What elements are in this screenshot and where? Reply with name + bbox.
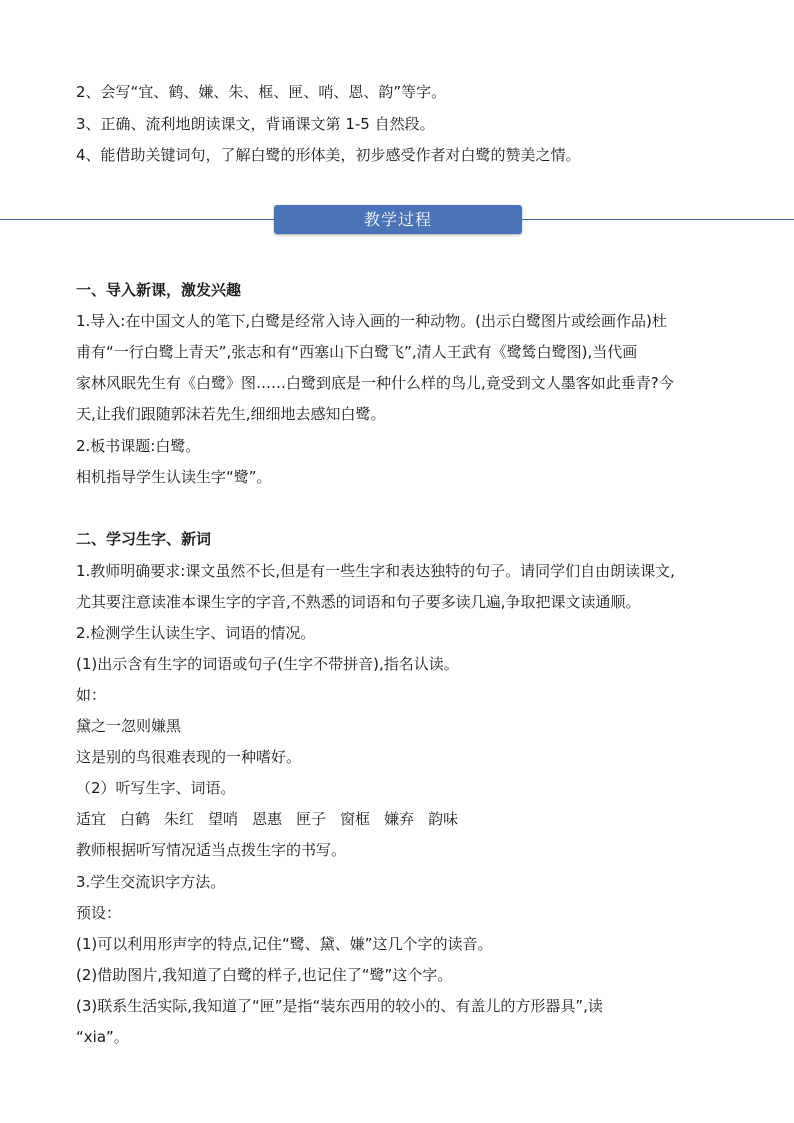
objective-line: 4、能借助关键词句，了解白鹭的形体美，初步感受作者对白鹭的赞美之情。 bbox=[76, 146, 581, 164]
paragraph-line: (1)出示含有生字的词语或句子(生字不带拼音),指名认读。 bbox=[76, 655, 459, 673]
divider-right bbox=[522, 219, 794, 220]
divider-left bbox=[0, 219, 274, 220]
section-heading: 二、学习生字、新词 bbox=[76, 530, 212, 548]
dictation-word: 嫌弃 bbox=[384, 810, 415, 828]
paragraph-line: （2）听写生字、词语。 bbox=[76, 779, 236, 797]
paragraph-line: “xia”。 bbox=[76, 1028, 129, 1046]
paragraph-line: 尤其要注意读准本课生字的字音,不熟悉的词语和句子要多读几遍,争取把课文读通顺。 bbox=[76, 593, 641, 611]
dictation-word: 白鹤 bbox=[120, 810, 151, 828]
objective-line: 3、正确、流利地朗读课文，背诵课文第 1-5 自然段。 bbox=[76, 115, 435, 133]
paragraph-line: 1.教师明确要求:课文虽然不长,但是有一些生字和表达独特的句子。请同学们自由朗读课文, bbox=[76, 562, 675, 580]
dictation-word: 匣子 bbox=[296, 810, 327, 828]
dictation-word: 望哨 bbox=[208, 810, 239, 828]
dictation-word: 窗框 bbox=[340, 810, 371, 828]
paragraph-line: 家林风眠先生有《白鹭》图……白鹭到底是一种什么样的鸟儿,竟受到文人墨客如此垂青?今 bbox=[76, 374, 674, 392]
paragraph-line: 3.学生交流识字方法。 bbox=[76, 873, 226, 891]
paragraph-line: 甫有“一行白鹭上青天”,张志和有“西塞山下白鹭飞”,清人王武有《鹭鸶白鹭图),当代画 bbox=[76, 343, 638, 361]
paragraph-line: 教师根据听写情况适当点拨生字的书写。 bbox=[76, 841, 347, 859]
paragraph-line: 预设： bbox=[76, 904, 122, 922]
dictation-word: 朱红 bbox=[164, 810, 195, 828]
paragraph-line: 天,让我们跟随郭沫若先生,细细地去感知白鹭。 bbox=[76, 405, 386, 423]
section-banner: 教学过程 bbox=[274, 205, 522, 234]
paragraph-line: 相机指导学生认读生字“鹭”。 bbox=[76, 468, 272, 486]
dictation-word: 韵味 bbox=[428, 810, 459, 828]
dictation-word: 适宜 bbox=[76, 810, 107, 828]
dictation-word: 恩惠 bbox=[252, 810, 283, 828]
paragraph-line: 如： bbox=[76, 686, 107, 704]
paragraph-line: 黛之一忽则嫌黑 bbox=[76, 717, 182, 735]
paragraph-line: 这是别的鸟很难表现的一种嗜好。 bbox=[76, 748, 302, 766]
paragraph-line: (2)借助图片,我知道了白鹭的样子,也记住了“鹭”这个字。 bbox=[76, 966, 453, 984]
paragraph-line: 2.检测学生认读生字、词语的情况。 bbox=[76, 624, 316, 642]
section-heading: 一、导入新课，激发兴趣 bbox=[76, 281, 242, 299]
dictation-word-list bbox=[76, 809, 472, 829]
paragraph-line: (1)可以利用形声字的特点,记住“鹭、黛、嫌”这几个字的读音。 bbox=[76, 935, 493, 953]
paragraph-line: 1.导入:在中国文人的笔下,白鹭是经常入诗入画的一种动物。(出示白鹭图片或绘画作品)杜 bbox=[76, 312, 667, 330]
objective-line: 2、会写“宜、鹤、嫌、朱、框、匣、哨、恩、韵”等字。 bbox=[76, 83, 447, 101]
paragraph-line: 2.板书课题:白鹭。 bbox=[76, 437, 201, 455]
paragraph-line: (3)联系生活实际,我知道了“匣”是指“装东西用的较小的、有盖儿的方形器具”,读 bbox=[76, 997, 603, 1015]
